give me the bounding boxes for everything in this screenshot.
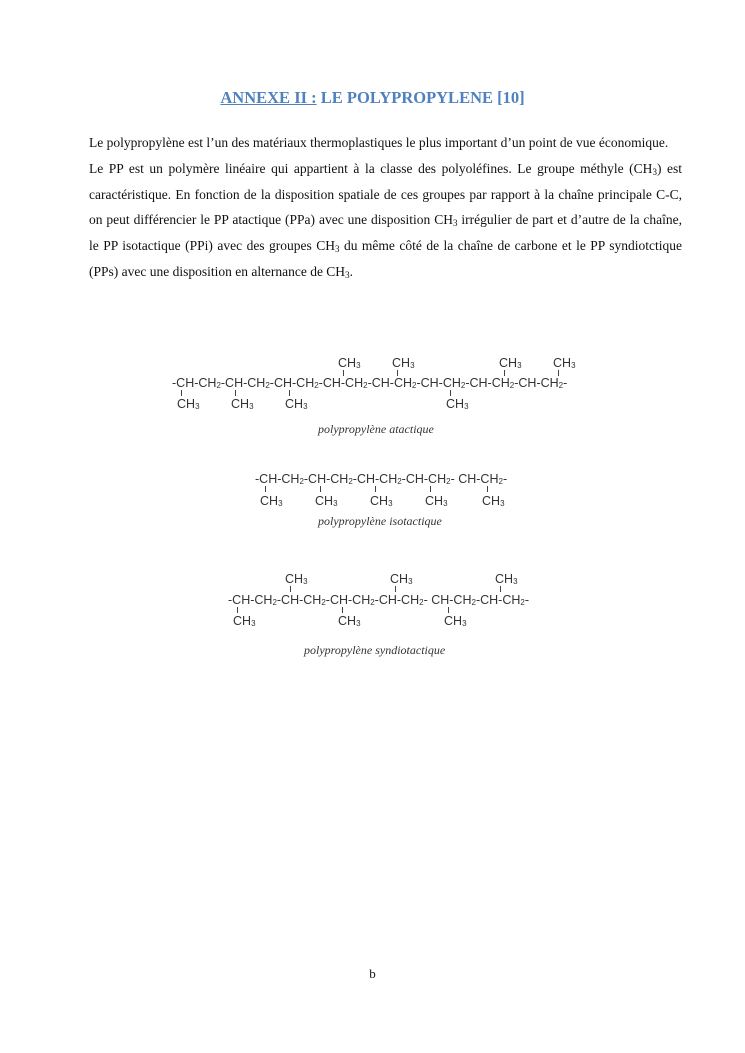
polymer-chain: $-CH-CH_2-CH-CH_2-CH-CH_2-CH-CH_2-$ $CH-CH_2-CH-CH_2-$	[228, 593, 529, 607]
methyl-group: $CH_3$	[495, 572, 518, 586]
methyl-group: $CH_3$	[177, 397, 200, 411]
bond	[289, 390, 290, 396]
figure-caption: polypropylène isotactique	[318, 514, 442, 528]
bond	[181, 390, 182, 396]
bond	[342, 607, 343, 613]
figure-caption: polypropylène atactique	[318, 422, 434, 436]
methyl-group: $CH_3$	[392, 356, 415, 370]
p2-part-e: .	[349, 263, 353, 279]
bond	[375, 486, 376, 492]
methyl-group: $CH_3$	[553, 356, 576, 370]
methyl-group: $CH_3$	[446, 397, 469, 411]
methyl-group: $CH_3$	[231, 397, 254, 411]
bond	[290, 586, 291, 592]
subscript: 3	[453, 218, 458, 229]
polymer-chain: $-CH-CH_2-CH-CH_2-CH-CH_2-CH-CH_2-$ $CH-CH_2-$	[255, 472, 508, 486]
bond	[500, 586, 501, 592]
methyl-group: $CH_3$	[370, 494, 393, 508]
bond	[448, 607, 449, 613]
bond	[430, 486, 431, 492]
bond	[320, 486, 321, 492]
bond	[450, 390, 451, 396]
body-text	[89, 130, 682, 285]
methyl-group: $CH_3$	[315, 494, 338, 508]
bond	[395, 586, 396, 592]
methyl-group: $CH_3$	[338, 356, 361, 370]
methyl-group: $CH_3$	[499, 356, 522, 370]
p2-part-d: du même côté de la chaîne de carbone et le PP syndiotctique (PPs) avec une disposition en alternance de CH	[89, 238, 683, 279]
title-rest: LE POLYPROPYLENE [10]	[316, 88, 525, 107]
bond	[235, 390, 236, 396]
figure-caption: polypropylène syndiotactique	[304, 643, 446, 657]
subscript: 3	[345, 269, 350, 280]
p2-part-c: irrégulier de part et d’autre de la chaîne, le PP isotactique (PPi) avec des groupes CH	[89, 212, 682, 254]
bond	[487, 486, 488, 492]
methyl-group: $CH_3$	[338, 614, 361, 628]
methyl-group: $CH_3$	[482, 494, 505, 508]
methyl-group: $CH_3$	[285, 572, 308, 586]
title-prefix: ANNEXE II :	[220, 88, 317, 107]
methyl-group: $CH_3$	[233, 614, 256, 628]
p2-part-b: ) est caractéristique. En fonction de la disposition spatiale de ces groupes par rapport à la chaîne principale C-C, on peut différencier le PP atactique (PPa) avec une disposition CH	[89, 160, 682, 228]
bond	[237, 607, 238, 613]
page-title	[0, 88, 745, 108]
paragraph-1: Le polypropylène est l’un des matériaux thermoplastiques le plus important d’un point de vue économique.	[89, 135, 669, 150]
methyl-group: $CH_3$	[260, 494, 283, 508]
page-number: b	[369, 966, 376, 981]
subscript: 3	[335, 244, 340, 255]
polymer-chain: $-CH-CH_2-CH-CH_2-CH-CH_2-CH-CH_2-CH-CH_2-CH-CH_2-CH-CH_2-CH-CH_2-$	[172, 376, 568, 390]
methyl-group: $CH_3$	[444, 614, 467, 628]
methyl-group: $CH_3$	[425, 494, 448, 508]
paragraph-2	[89, 156, 682, 285]
methyl-group: $CH_3$	[390, 572, 413, 586]
subscript: 3	[652, 166, 657, 177]
methyl-group: $CH_3$	[285, 397, 308, 411]
p2-part-a: Le PP est un polymère linéaire qui appartient à la classe des polyoléfines. Le groupe méthyle (CH	[89, 160, 653, 176]
bond	[265, 486, 266, 492]
